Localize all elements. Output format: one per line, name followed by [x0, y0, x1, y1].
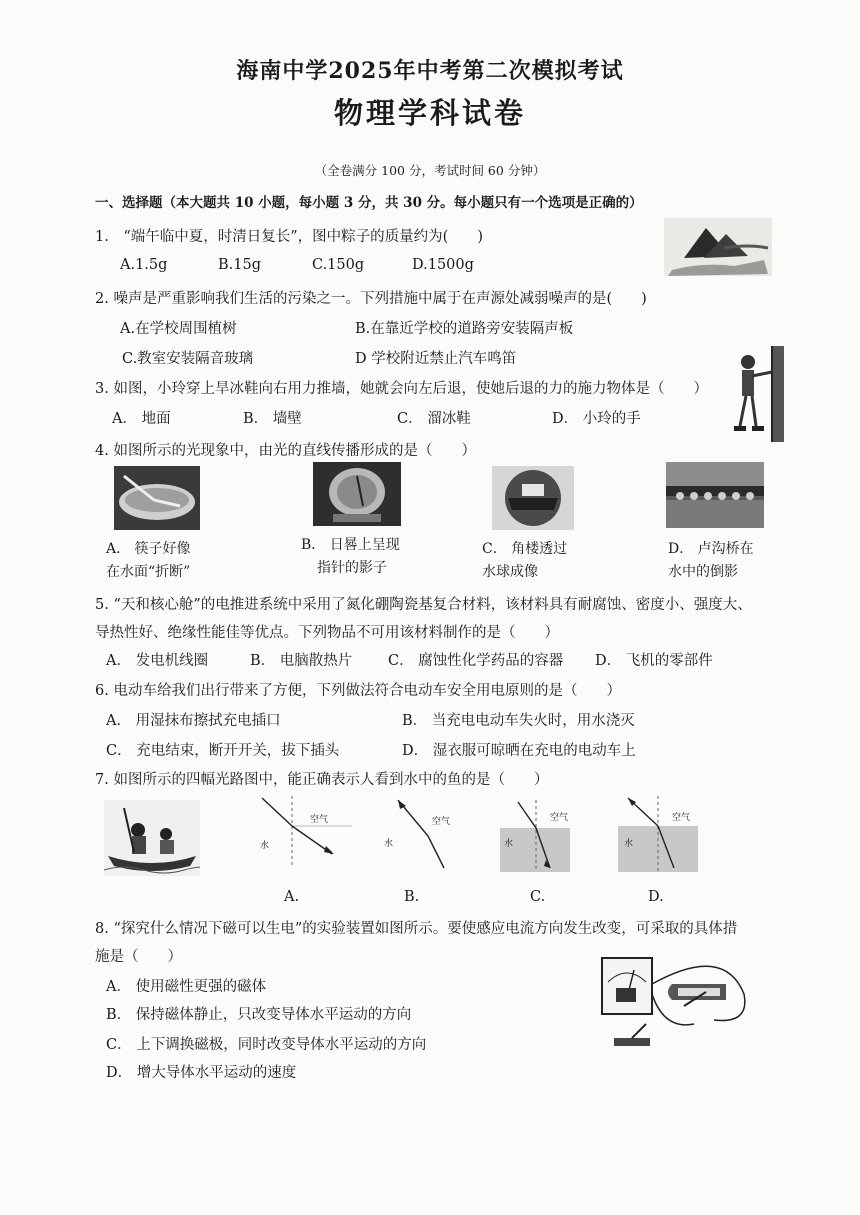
question-8-stem-line1: 8. “探究什么情况下磁可以生电”的实验装置如图所示。要使感应电流方向发生改变，可采取的具体措: [95, 921, 738, 937]
question-3-option-b: B． 墙壁: [243, 411, 302, 427]
question-4-caption-b1: B． 日晷上呈现: [301, 537, 400, 553]
ray-a-air-label: 空气: [310, 815, 329, 825]
question-3-option-c: C． 溜冰鞋: [397, 411, 471, 427]
girl-pushing-wall-image: [728, 346, 784, 442]
question-1-stem: 1. “端午临中夏，时清日复长”，图中粽子的质量约为( ): [95, 229, 483, 245]
chopsticks-in-water-image: [114, 466, 200, 530]
question-4-caption-d1: D． 卢沟桥在: [668, 541, 754, 557]
zongzi-image: [664, 218, 772, 276]
question-6-stem: 6. 电动车给我们出行带来了方便，下列做法符合电动车安全用电原则的是（ ）: [95, 683, 621, 699]
fishing-boat-image: [104, 800, 200, 876]
question-1-option-b: B.15g: [218, 257, 261, 273]
question-4-caption-c1: C． 角楼透过: [482, 541, 568, 557]
question-7-stem: 7. 如图所示的四幅光路图中，能正确表示人看到水中的鱼的是（ ）: [95, 772, 549, 788]
question-2-option-c: C.教室安装隔音玻璃: [122, 351, 254, 367]
question-2-option-d: D 学校附近禁止汽车鸣笛: [355, 351, 517, 367]
ray-diagram-c: [500, 800, 590, 872]
question-8-option-c: C． 上下调换磁极，同时改变导体水平运动的方向: [106, 1037, 427, 1053]
question-5-option-b: B． 电脑散热片: [250, 653, 353, 669]
question-6-option-a: A． 用湿抹布擦拭充电插口: [106, 713, 281, 729]
question-7-label-b: B.: [404, 889, 420, 905]
question-5-option-d: D． 飞机的零部件: [595, 653, 713, 669]
question-4-caption-c2: 水球成像: [482, 564, 538, 580]
question-4-caption-b2: 指针的影子: [317, 560, 387, 576]
exam-subtitle: （全卷满分 100 分，考试时间 60 分钟）: [314, 163, 546, 178]
school-title: 海南中学2025年中考第二次模拟考试: [236, 58, 624, 84]
question-4-caption-a1: A． 筷子好像: [106, 541, 191, 557]
ray-b-water-label: 水: [384, 839, 394, 849]
question-8-option-a: A． 使用磁性更强的磁体: [106, 979, 267, 995]
question-2-stem: 2. 噪声是严重影响我们生活的污染之一。下列措施中属于在声源处减弱噪声的是( ): [95, 291, 647, 307]
question-5-stem-line1: 5. “天和核心舱”的电推进系统中采用了氮化硼陶瓷基复合材料，该材料具有耐腐蚀、密度小、强度大、: [95, 597, 752, 613]
question-4-caption-a2: 在水面“折断”: [106, 564, 191, 580]
question-4-stem: 4. 如图所示的光现象中，由光的直线传播形成的是（ ）: [95, 443, 476, 459]
bridge-reflection-image: [666, 462, 764, 528]
sundial-image: [313, 462, 401, 526]
ray-d-air-label: 空气: [672, 813, 691, 823]
question-1-option-c: C.150g: [312, 257, 365, 273]
ray-diagram-b: [378, 800, 468, 872]
question-6-option-b: B． 当充电电动车失火时，用水浇灭: [402, 713, 635, 729]
question-3-option-a: A． 地面: [112, 411, 171, 427]
ray-a-water-label: 水: [260, 841, 270, 851]
water-ball-image: [492, 466, 574, 530]
question-4-caption-d2: 水中的倒影: [668, 564, 738, 580]
induction-apparatus-image: [594, 954, 754, 1054]
question-3-stem: 3. 如图，小玲穿上旱冰鞋向右用力推墙，她就会向左后退，使她后退的力的施力物体是（ ）: [95, 381, 708, 397]
question-2-option-b: B.在靠近学校的道路旁安装隔声板: [355, 321, 574, 337]
ray-diagram-d: [618, 796, 710, 872]
question-8-option-d: D． 增大导体水平运动的速度: [106, 1065, 297, 1081]
question-7-label-c: C.: [530, 889, 546, 905]
question-7-label-a: A.: [284, 889, 300, 905]
section-heading: 一、选择题（本大题共 10 小题，每小题 3 分，共 30 分。每小题只有一个选项是正确的）: [95, 195, 643, 211]
question-8-stem-line2: 施是（ ）: [95, 949, 182, 965]
question-8-option-b: B． 保持磁体静止，只改变导体水平运动的方向: [106, 1007, 412, 1023]
ray-d-water-label: 水: [624, 839, 634, 849]
question-7-label-d: D.: [648, 889, 664, 905]
ray-b-air-label: 空气: [432, 817, 451, 827]
question-6-option-d: D． 湿衣服可晾晒在充电的电动车上: [402, 743, 636, 759]
paper-title: 物理学科试卷: [333, 96, 526, 130]
question-3-option-d: D． 小玲的手: [552, 411, 641, 427]
question-5-stem-line2: 导热性好、绝缘性能佳等优点。下列物品不可用该材料制作的是（ ）: [95, 625, 559, 641]
ray-c-air-label: 空气: [550, 813, 569, 823]
question-1-option-d: D.1500g: [412, 257, 474, 273]
question-5-option-a: A． 发电机线圈: [106, 653, 209, 669]
question-2-option-a: A.在学校周围植树: [120, 321, 237, 337]
question-6-option-c: C． 充电结束，断开开关，拔下插头: [106, 743, 340, 759]
question-5-option-c: C． 腐蚀性化学药品的容器: [388, 653, 564, 669]
question-1-option-a: A.1.5g: [120, 257, 168, 273]
ray-diagram-a: [252, 796, 352, 868]
ray-c-water-label: 水: [504, 839, 514, 849]
